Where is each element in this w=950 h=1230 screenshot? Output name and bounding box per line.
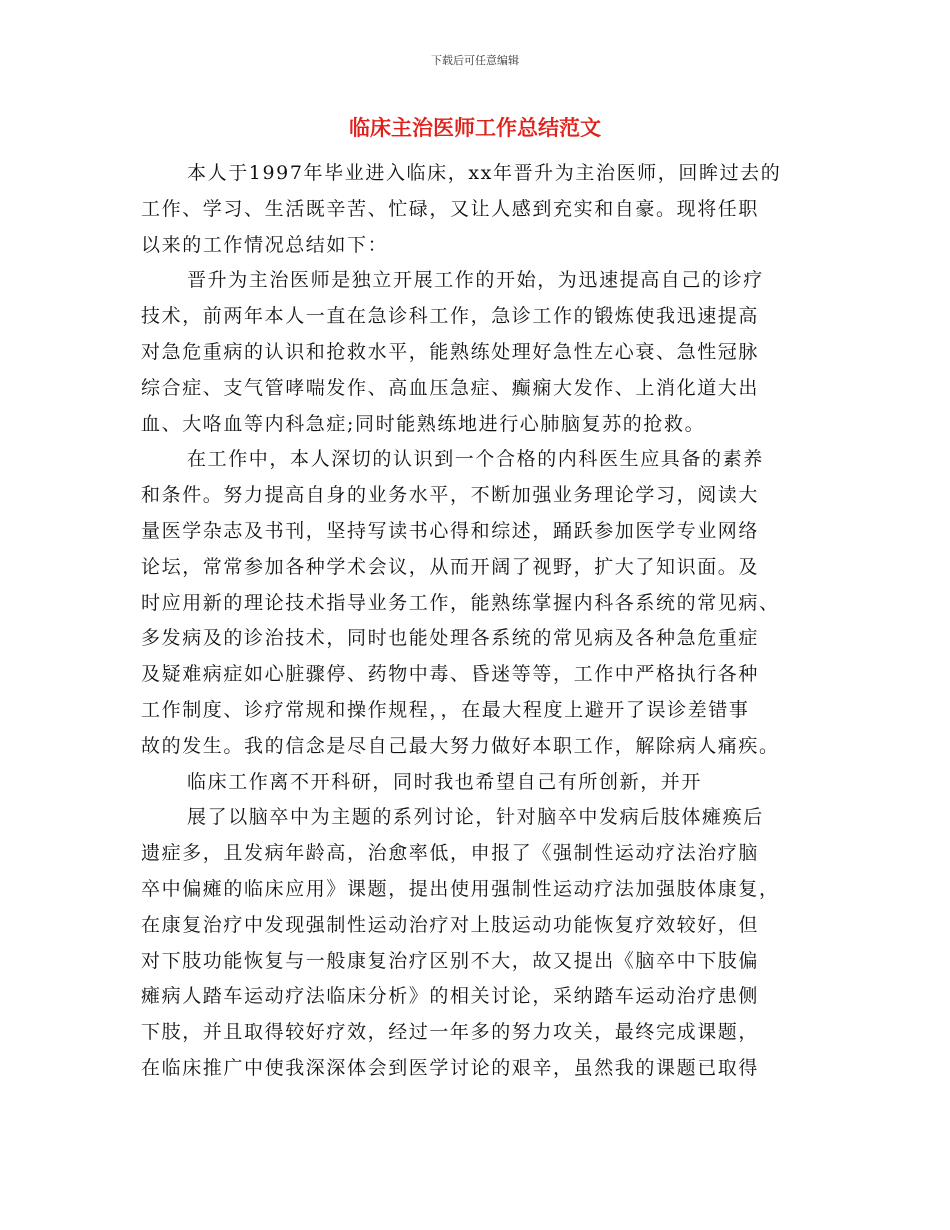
body-line: 瘫病人踏车运动疗法临床分析》的相关讨论，采纳踏车运动治疗患侧 <box>141 985 760 1008</box>
body-line: 技术，前两年本人一直在急诊科工作，急诊工作的锻炼使我迅速提高 <box>141 305 760 328</box>
body-line: 血、大咯血等内科急症;同时能熟练地进行心肺脑复苏的抢救。 <box>141 412 706 435</box>
header-note: 下载后可任意编辑 <box>431 54 519 67</box>
body-line: 工作制度、诊疗常规和操作规程，，在最大程度上避开了误诊差错事 <box>141 698 750 721</box>
body-line: 在工作中，本人深切的认识到一个合格的内科医生应具备的素养 <box>187 448 764 471</box>
body-line: 下肢，并且取得较好疗效，经过一年多的努力攻关，最终完成课题， <box>141 1021 760 1044</box>
body-line: 及疑难病症如心脏骤停、药物中毒、昏迷等等，工作中严格执行各种 <box>141 663 760 686</box>
body-line: 论坛，常常参加各种学术会议，从而开阔了视野，扩大了知识面。及 <box>141 555 760 578</box>
body-line: 量医学杂志及书刊，坚持写读书心得和综述，踊跃参加医学专业网络 <box>141 519 760 542</box>
body-line: 时应用新的理论技术指导业务工作，能熟练掌握内科各系统的常见病、 <box>141 591 780 614</box>
body-line: 对下肢功能恢复与一般康复治疗区别不大，故又提出《脑卒中下肢偏 <box>141 949 760 972</box>
body-line: 综合症、支气管哮喘发作、高血压急症、癫痫大发作、上消化道大出 <box>141 376 760 399</box>
body-line: 对急危重病的认识和抢救水平，能熟练处理好急性左心衰、急性冠脉 <box>141 340 760 363</box>
body-line: 多发病及的诊治技术，同时也能处理各系统的常见病及各种急危重症 <box>141 627 760 650</box>
body-line: 在临床推广中使我深深体会到医学讨论的艰辛，虽然我的课题已取得 <box>141 1056 760 1079</box>
body-line: 晋升为主治医师是独立开展工作的开始，为迅速提高自己的诊疗 <box>187 269 764 292</box>
body-line: 临床工作离不开科研，同时我也希望自己有所创新，并开 <box>187 770 703 793</box>
body-line: 和条件。努力提高自身的业务水平，不断加强业务理论学习，阅读大 <box>141 484 760 507</box>
body-line: 展了以脑卒中为主题的系列讨论，针对脑卒中发病后肢体瘫痪后 <box>187 806 764 829</box>
body-line: 工作、学习、生活既辛苦、忙碌，又让人感到充实和自豪。现将任职 <box>141 197 760 220</box>
body-line: 卒中偏瘫的临床应用》课题，提出使用强制性运动疗法加强肢体康复， <box>141 877 780 900</box>
body-line: 遗症多，且发病年龄高，治愈率低，申报了《强制性运动疗法治疗脑 <box>141 842 760 865</box>
body-line: 在康复治疗中发现强制性运动治疗对上肢运动功能恢复疗效较好，但 <box>141 913 760 936</box>
document-title: 临床主治医师工作总结范文 <box>349 116 601 140</box>
body-line: 本人于1997年毕业进入临床，xx年晋升为主治医师，回眸过去的 <box>187 162 782 184</box>
body-line: 故的发生。我的信念是尽自己最大努力做好本职工作，解除病人痛疾。 <box>141 734 780 757</box>
body-line: 以来的工作情况总结如下： <box>141 233 389 256</box>
document-body <box>141 156 811 1087</box>
